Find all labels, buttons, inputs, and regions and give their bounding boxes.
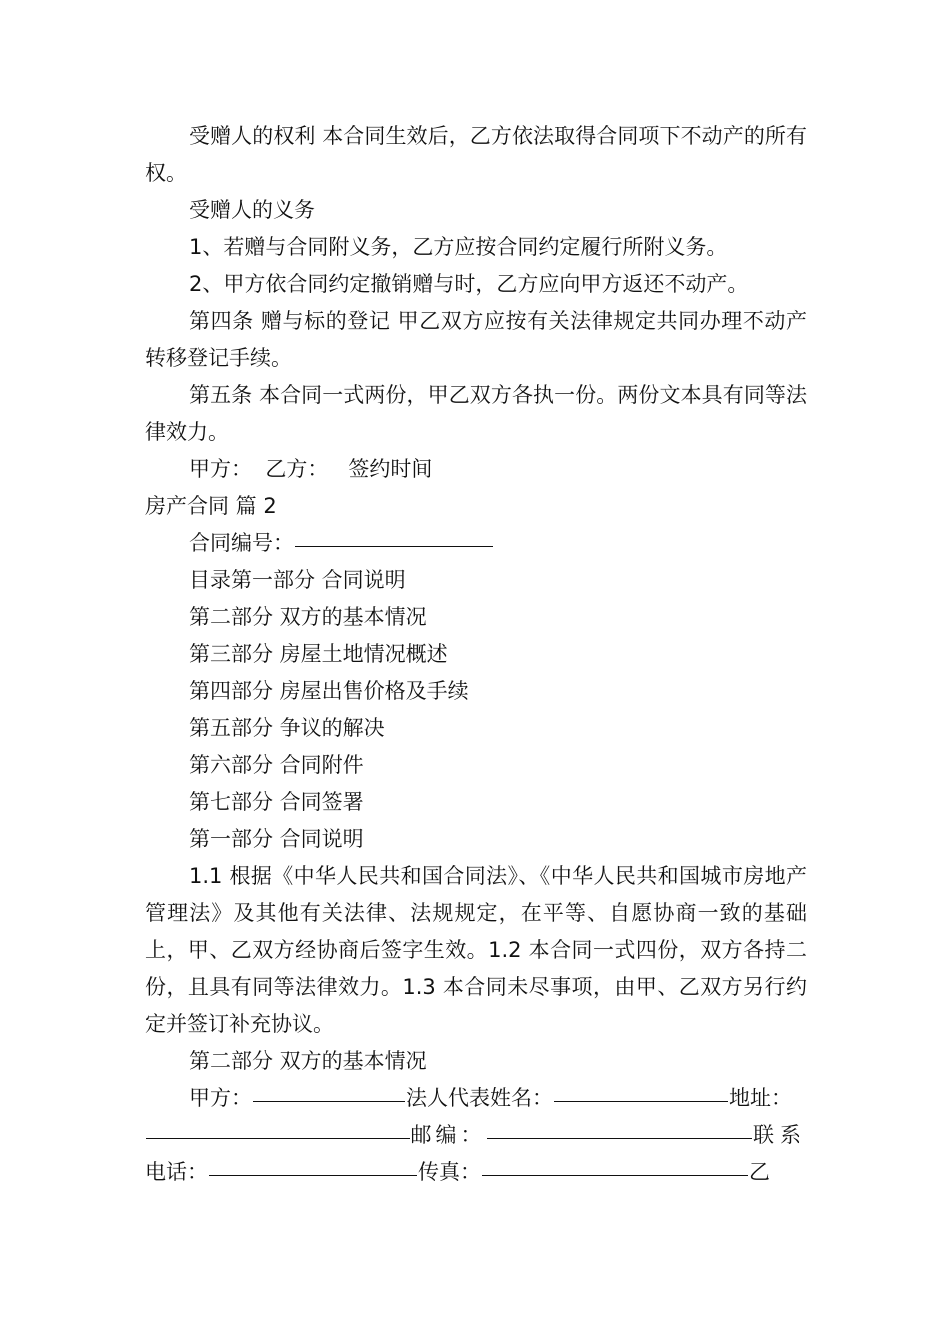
paragraph-obligation-1: 1、若赠与合同附义务，乙方应按合同约定履行所附义务。 — [189, 235, 728, 259]
postcode-label: 邮编： — [410, 1123, 486, 1147]
party-a-label: 甲方： — [189, 1086, 252, 1110]
paragraph-contract-explanation: 1.1 根据《中华人民共和国合同法》、《中华人民共和国城市房地产管理法》及其他有关法律、法规规定，在平等、自愿协商一致的基础上，甲、乙双方经协商后签字生效。1.2 本合同一式四份，双方各持二份，且具有同等法律效力。1.3 本合同未尽事项，由甲、乙双方另行约定并签订补充协议。 — [145, 864, 807, 1036]
paragraph-donee-obligations-heading: 受赠人的义务 — [189, 198, 315, 222]
toc-item: 第四部分 房屋出售价格及手续 — [189, 679, 469, 703]
contract-number-line — [145, 525, 807, 562]
toc-item: 第二部分 双方的基本情况 — [189, 605, 427, 629]
toc-item: 第七部分 合同签署 — [189, 790, 364, 814]
paragraph-obligation-2: 2、甲方依合同约定撤销赠与时，乙方应向甲方返还不动产。 — [189, 272, 749, 296]
signature-line: 甲方： 乙方： 签约时间 — [189, 457, 433, 481]
toc-item: 第六部分 合同附件 — [189, 753, 364, 777]
contract-number-label: 合同编号： — [189, 531, 294, 555]
section-title: 房产合同 篇 2 — [145, 494, 277, 518]
paragraph-article-5: 第五条 本合同一式两份，甲乙双方各执一份。两份文本具有同等法律效力。 — [145, 383, 807, 444]
toc-item: 目录第一部分 合同说明 — [189, 568, 406, 592]
phone-label: 电话： — [145, 1160, 208, 1184]
contact-label: 联系 — [753, 1123, 807, 1147]
toc-item: 第三部分 房屋土地情况概述 — [189, 642, 448, 666]
part-2-heading: 第二部分 双方的基本情况 — [189, 1049, 427, 1073]
contract-number-blank — [295, 524, 493, 547]
fax-label: 传真： — [418, 1160, 481, 1184]
party-a-blank — [253, 1079, 405, 1102]
form-line-2 — [145, 1117, 807, 1154]
postcode-blank — [487, 1116, 753, 1139]
toc-item: 第五部分 争议的解决 — [189, 716, 385, 740]
paragraph-article-4: 第四条 赠与标的登记 甲乙双方应按有关法律规定共同办理不动产转移登记手续。 — [145, 309, 807, 370]
form-line-1 — [145, 1080, 807, 1117]
legal-rep-label: 法人代表姓名： — [406, 1086, 553, 1110]
party-b-label: 乙 — [749, 1160, 770, 1184]
paragraph-donee-rights: 受赠人的权利 本合同生效后，乙方依法取得合同项下不动产的所有权。 — [145, 124, 807, 185]
legal-rep-blank — [554, 1079, 728, 1102]
address-label: 地址： — [729, 1086, 792, 1110]
document-body — [145, 118, 807, 1191]
phone-blank — [209, 1153, 417, 1176]
fax-blank — [482, 1153, 748, 1176]
address-blank — [146, 1116, 410, 1139]
form-line-3 — [145, 1154, 807, 1191]
part-1-heading: 第一部分 合同说明 — [189, 827, 364, 851]
